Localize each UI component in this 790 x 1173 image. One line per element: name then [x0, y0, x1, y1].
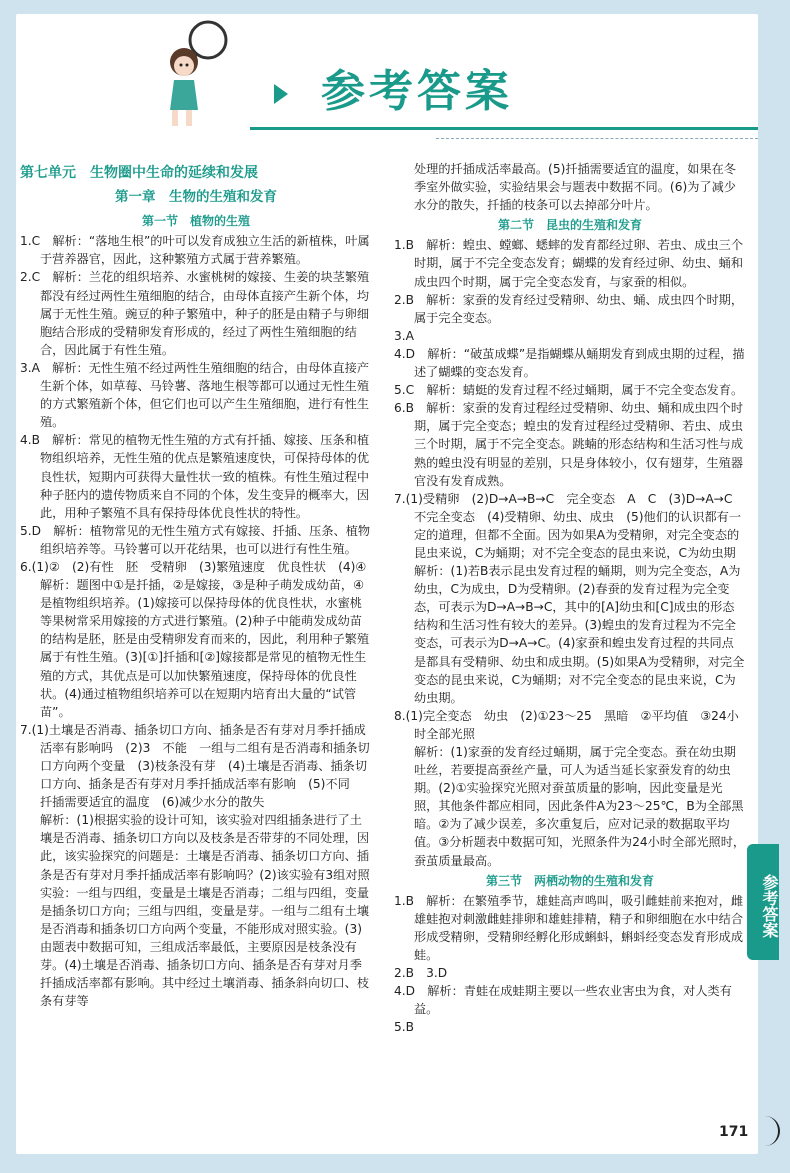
answer-item: 3.A 解析：无性生殖不经过两性生殖细胞的结合，由母体直接产生新个体，如草莓、马铃薯、落地生根等都可以通过无性生殖的方式繁殖新个体，但它们也可以产生生殖细胞，进行有性生殖。 — [20, 360, 370, 430]
analysis-text: 解析：(1)家蚕的发育经过蛹期，属于完全变态。蚕在幼虫期吐丝，若要提高蚕丝产量，可人为适当延长家蚕发育的幼虫期。(2)①实验探究光照对蚕茧质量的影响，因此变量是光照，其他条件都应相同，因此条件A为23～25℃，B为全部黑暗。②为了减少误差，多次重复后，应对记录的数据取平均值。③分析题表中数据可知，光照条件为24小时全部光照时，蚕茧质量最高。 — [414, 745, 746, 868]
answer-item: 2.C 解析：兰花的组织培养、水蜜桃树的嫁接、生姜的块茎繁殖都没有经过两性生殖细胞的结合，由母体直接产生新个体，均属于无性生殖。豌豆的种子繁殖中，种子的胚是由精子与卵细胞结合形成的受精卵发育形成的，经过了两性生殖细胞的结合，因此属于有性生殖。 — [20, 270, 370, 357]
answer-item: 6.(1)② (2)有性 胚 受精卵 (3)繁殖速度 优良性状 (4)④ — [20, 559, 367, 574]
answer-item: 7.(1)土壤是否消毒、插条切口方向、插条是否有芽对月季扦插成活率有影响吗 (2)3 不能 一组与二组有是否消毒和插条切口方向两个变量 (3)枝条没有芽 (4)土壤是否消毒、插条切口方向、插条是否有芽对月季扦插成活率有影响 (5)不同 扦插需要适宜的温度 (6)减少水分的散失 — [20, 722, 370, 810]
answer-item: 4.D 解析：“破茧成蝶”是指蝴蝶从蛹期发育到成虫期的过程，描述了蝴蝶的变态发育。 — [394, 346, 745, 380]
answer-list — [394, 236, 746, 869]
page-number-arc — [760, 1116, 780, 1146]
answer-item: 2.B 解析：家蚕的发育经过受精卵、幼虫、蛹、成虫四个时期，属于完全变态。 — [394, 292, 744, 325]
answer-list — [394, 160, 746, 214]
page — [16, 14, 779, 1154]
answer-item: 4.D 解析：青蛙在成蛙期主要以一些农业害虫为食，对人类有益。 — [394, 984, 732, 1017]
header-dashed-rule — [436, 138, 758, 139]
header — [16, 14, 758, 154]
answer-item: 7.(1)受精卵 (2)D→A→B→C 完全变态 A C (3)D→A→C 不完全变态 (4)受精卵、幼虫、成虫 (5)他们的认识都有一定的道理，但都不全面。因为如果A为受精卵，对完全变态的昆虫来说，C为蛹期；对不完全变态的昆虫来说，C为幼虫期 — [394, 491, 745, 560]
answer-item: 8.(1)完全变态 幼虫 (2)①23～25 黑暗 ②平均值 ③24小时全部光照 — [394, 708, 739, 741]
right-column — [394, 160, 746, 1037]
section-heading: 第二节 昆虫的生殖和发育 — [497, 218, 642, 233]
answer-item: 5.C 解析：蜻蜓的发育过程不经过蛹期，属于不完全变态发育。 — [394, 383, 744, 398]
unit-heading: 第七单元 生物圈中生命的延续和发展 — [20, 165, 258, 181]
analysis-text: 处理的扦插成活率最高。(5)扦插需要适宜的温度，如果在冬季室外做实验，实验结果会与题表中数据不同。(6)为了减少水分的散失，扦插的枝条可以去掉部分叶片。 — [414, 162, 736, 213]
chapter-heading: 第一章 生物的生殖和发育 — [115, 189, 277, 206]
answer-item: 5.B — [394, 1020, 414, 1035]
analysis-text: 解析：(1)若B表示昆虫发育过程的蛹期，则为完全变态，A为幼虫，C为成虫，D为受精卵。(2)春蚕的发育过程为完全变态，可表示为D→A→B→C，其中的[A]幼虫和[C]成虫的形态结构和生活习性有较大的差异。(3)蝗虫的发育过程为不完全变态，可表示为D→A→C。(4)家蚕和蝗虫发育过程的共同点是都具有受精卵、幼虫和成虫期。(5)如果A为受精卵，对完全变态的昆虫来说，C为蛹期；对不完全变态的昆虫来说，C为幼虫期。 — [414, 564, 745, 705]
answer-item: 4.B 解析：常见的植物无性生殖的方式有扦插、嫁接、压条和植物组织培养，无性生殖的优点是繁殖速度快，可保持母体的优良性状，短期内可获得大量性状一致的植株。有性生殖过程中种子胚内的遗传物质来自不同的个体，发生变异的概率大，因此，用种子繁殖不具有保持母体优良性状的特性。 — [20, 433, 370, 520]
answer-list — [394, 892, 746, 1037]
answer-item: 3.A — [394, 328, 414, 343]
answer-item: 1.B 解析：蝗虫、螳螂、蟋蟀的发育都经过卵、若虫、成虫三个时期，属于不完全变态发育；蝴蝶的发育经过卵、幼虫、蛹和成虫四个时期，属于完全变态发育，与家蚕的相似。 — [394, 238, 744, 289]
analysis-text: 解析：(1)根据实验的设计可知，该实验对四组插条进行了土壤是否消毒、插条切口方向以及枝条是否带芽的不同处理，因此，该实验探究的问题是：土壤是否消毒、插条切口方向、插条是否有芽对月季扦插成活率有影响吗？(2)该实验有3组对照实验：一组与四组，变量是土壤是否消毒；二组与四组，变量是插条切口方向；三组与四组，变量是芽。一组与二组有土壤是否消毒和插条切口方向两个变量，不能形成对照实验。(3)由题表中数据可知，三组成活率最低，主要原因是枝条没有芽。(4)土壤是否消毒、插条切口方向、插条是否有芽对月季扦插成活率都有影响。其中经过土壤消毒、插条斜向切口、枝条有芽等 — [40, 813, 370, 1009]
answer-item: 5.D 解析：植物常见的无性生殖方式有嫁接、扦插、压条、植物组织培养等。马铃薯可以开花结果，也可以进行有性生殖。 — [20, 523, 371, 556]
answer-list — [20, 232, 372, 1010]
answer-item: 1.C 解析：“落地生根”的叶可以发育成独立生活的新植株，叶属于营养器官，因此，这种繁殖方式属于营养繁殖。 — [20, 234, 370, 267]
answer-item: 6.B 解析：家蚕的发育过程经过受精卵、幼虫、蛹和成虫四个时期，属于完全变态；蝗虫的发育过程经过受精卵、若虫、成虫三个时期，属于不完全变态。跳蝻的形态结构和生活习性与成熟的蝗虫没有明显的差别，只是身体较小，仅有翅芽，生殖器官没有发育成熟。 — [394, 401, 744, 488]
analysis-text: 解析：题图中①是扦插，②是嫁接，③是种子萌发成幼苗，④是植物组织培养。(1)嫁接可以保持母体的优良性状，水蜜桃等果树常采用嫁接的方式进行繁殖。(2)种子中能萌发成幼苗的结构是胚，胚是由受精卵发育而来的，因此，利用种子繁殖属于有性生殖。(3)[①]扦插和[②]嫁接都是常见的植物无性生殖的方式，其优点是可以加快繁殖速度，保持母体的优良性状。(4)通过植物组织培养可以在短期内培育出大量的“试管苗”。 — [40, 578, 370, 719]
girl-magnifier-icon — [156, 18, 236, 130]
header-rule — [250, 127, 758, 130]
side-tab: 参考答案 — [747, 844, 779, 960]
section-heading: 第一节 植物的生殖 — [141, 214, 250, 229]
answer-item: 2.B 3.D — [394, 966, 448, 981]
left-column — [20, 160, 372, 1010]
answer-item: 1.B 解析：在繁殖季节，雄蛙高声鸣叫，吸引雌蛙前来抱对，雌雄蛙抱对刺激雌蛙排卵和雄蛙排精，精子和卵细胞在水中结合形成受精卵，受精卵经孵化形成蝌蚪，蝌蚪经变态发育形成成蛙。 — [394, 893, 744, 963]
section-heading: 第三节 两栖动物的生殖和发育 — [485, 873, 654, 888]
arrow-icon — [274, 84, 288, 104]
page-number: 171 — [719, 1124, 749, 1140]
page-title: 参考答案 — [321, 66, 513, 117]
